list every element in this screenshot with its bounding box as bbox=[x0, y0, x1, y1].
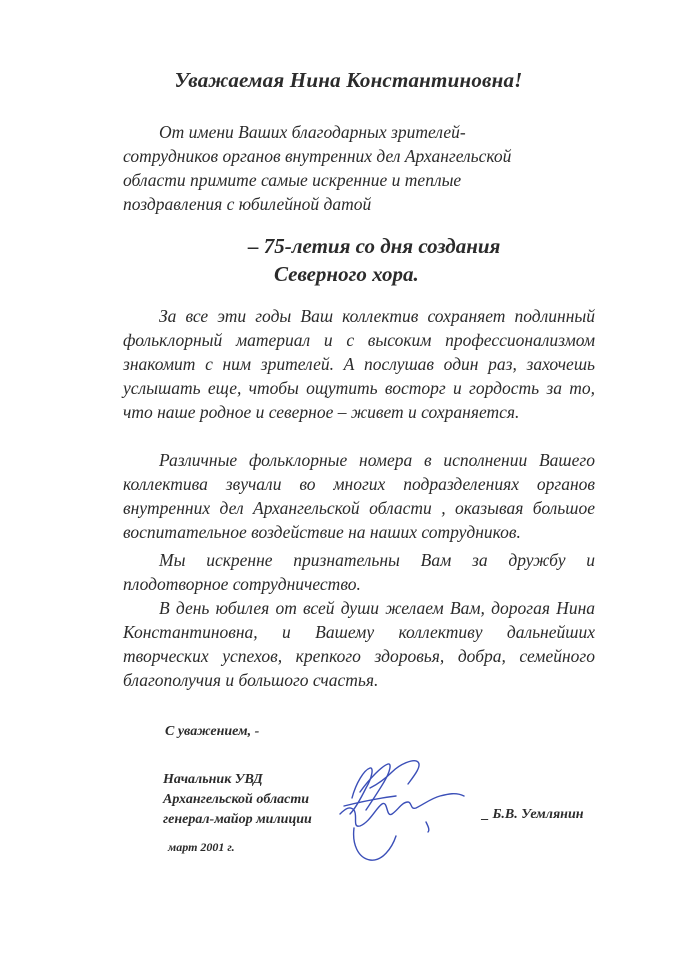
letter-date: март 2001 г. bbox=[168, 840, 235, 854]
anniversary-title-line2: Северного хора. bbox=[274, 262, 419, 286]
body-paragraph: В день юбилея от всей души желаем Вам, дорогая Нина Константиновна, и Вашему коллективу дальнейших творческих успехов, крепкого здоровья, добра, семейного благополучия и большого счастья. bbox=[123, 598, 595, 690]
intro-line: области примите самые искренние и теплые bbox=[123, 170, 462, 190]
handwritten-signature bbox=[330, 748, 490, 868]
position-line: Архангельской области bbox=[163, 792, 310, 807]
body-paragraph: За все эти годы Ваш коллектив сохраняет подлинный фольклорный материал и с высоким профессионализмом знакомит с ним зрителей. А послушав один раз, захочешь услышать еще, чтобы ощутить восторг и гордость за то, что наше родное и северное – живет и сохраняется. bbox=[123, 306, 595, 422]
position-line: генерал-майор милиции bbox=[163, 812, 312, 827]
intro-paragraph bbox=[123, 120, 595, 216]
signer-position bbox=[163, 770, 312, 830]
anniversary-title-line1: – 75-летия со дня создания bbox=[248, 234, 501, 258]
body-paragraph: Различные фольклорные номера в исполнении Вашего коллектива звучали во многих подразделениях органов внутренних дел Архангельской области , оказывая большое воспитательное воздействие на наших сотрудников. bbox=[123, 450, 595, 542]
signer-name: _ Б.В. Уемлянин bbox=[482, 807, 584, 822]
intro-line: сотрудников органов внутренних дел Архангельской bbox=[123, 146, 512, 166]
intro-line: От имени Ваших благодарных зрителей- bbox=[159, 122, 466, 142]
regards-line: С уважением, - bbox=[165, 724, 260, 739]
position-line: Начальник УВД bbox=[163, 772, 263, 787]
intro-line: поздравления с юбилейной датой bbox=[123, 194, 372, 214]
salutation: Уважаемая Нина Константиновна! bbox=[174, 68, 523, 92]
body-paragraph: Мы искренне признательны Вам за дружбу и плодотворное сотрудничество. bbox=[123, 550, 595, 594]
